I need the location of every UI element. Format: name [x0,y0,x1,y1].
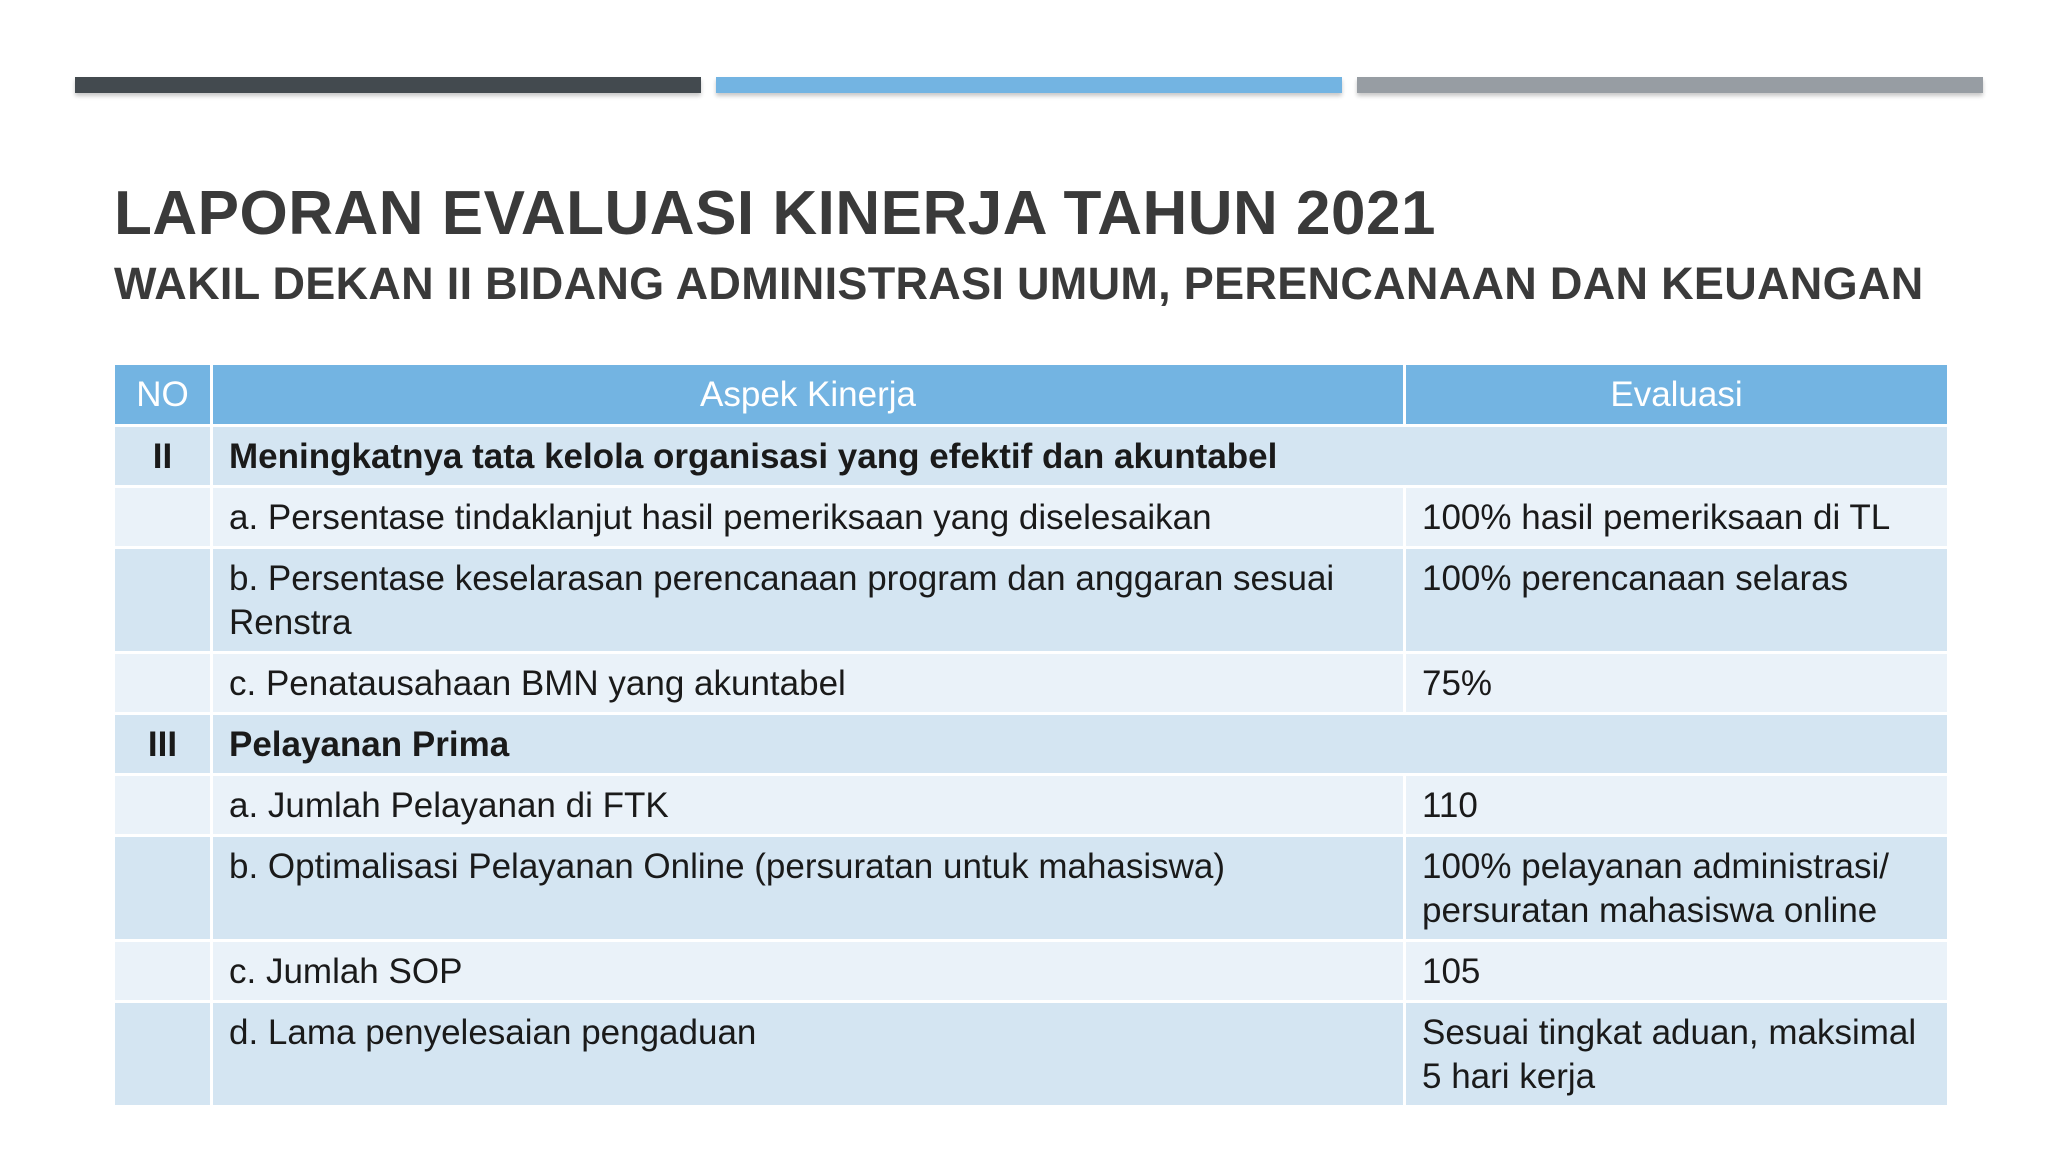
table-row [114,775,1949,836]
no-cell [114,941,212,1002]
header-evaluasi: Evaluasi [1405,364,1949,426]
evaluasi-cell: 100% pelayanan administrasi/ persuratan mahasiswa online [1405,836,1949,941]
aspek-cell: c. Jumlah SOP [212,941,1405,1002]
evaluasi-cell: 75% [1405,653,1949,714]
accent-bar-dark [75,77,701,93]
section-number: III [114,714,212,775]
slide-title: LAPORAN EVALUASI KINERJA TAHUN 2021 [114,179,1436,248]
table-row [114,1002,1949,1107]
evaluasi-cell: 100% perencanaan selaras [1405,548,1949,653]
table-row [114,836,1949,941]
section-row [114,714,1949,775]
no-cell [114,548,212,653]
evaluasi-cell: 110 [1405,775,1949,836]
aspek-cell: b. Persentase keselarasan perencanaan program dan anggaran sesuai Renstra [212,548,1405,653]
section-row [114,426,1949,487]
aspek-cell: a. Jumlah Pelayanan di FTK [212,775,1405,836]
accent-bar-blue [716,77,1342,93]
evaluasi-cell: Sesuai tingkat aduan, maksimal 5 hari kerja [1405,1002,1949,1107]
aspek-cell: d. Lama penyelesaian pengaduan [212,1002,1405,1107]
section-title: Pelayanan Prima [212,714,1949,775]
table-row [114,487,1949,548]
no-cell [114,1002,212,1107]
aspek-cell: c. Penatausahaan BMN yang akuntabel [212,653,1405,714]
slide-subtitle: WAKIL DEKAN II BIDANG ADMINISTRASI UMUM, PERENCANAAN DAN KEUANGAN [114,258,1924,309]
evaluasi-cell: 105 [1405,941,1949,1002]
table-row [114,941,1949,1002]
aspek-cell: b. Optimalisasi Pelayanan Online (persuratan untuk mahasiswa) [212,836,1405,941]
section-title: Meningkatnya tata kelola organisasi yang efektif dan akuntabel [212,426,1949,487]
no-cell [114,836,212,941]
evaluasi-cell: 100% hasil pemeriksaan di TL [1405,487,1949,548]
header-no: NO [114,364,212,426]
no-cell [114,487,212,548]
aspek-cell: a. Persentase tindaklanjut hasil pemeriksaan yang diselesaikan [212,487,1405,548]
evaluation-table [112,362,1950,1108]
no-cell [114,653,212,714]
section-number: II [114,426,212,487]
table-row [114,548,1949,653]
table-header-row [114,364,1949,426]
accent-bar-gray [1357,77,1983,93]
no-cell [114,775,212,836]
header-aspek: Aspek Kinerja [212,364,1405,426]
table-row [114,653,1949,714]
